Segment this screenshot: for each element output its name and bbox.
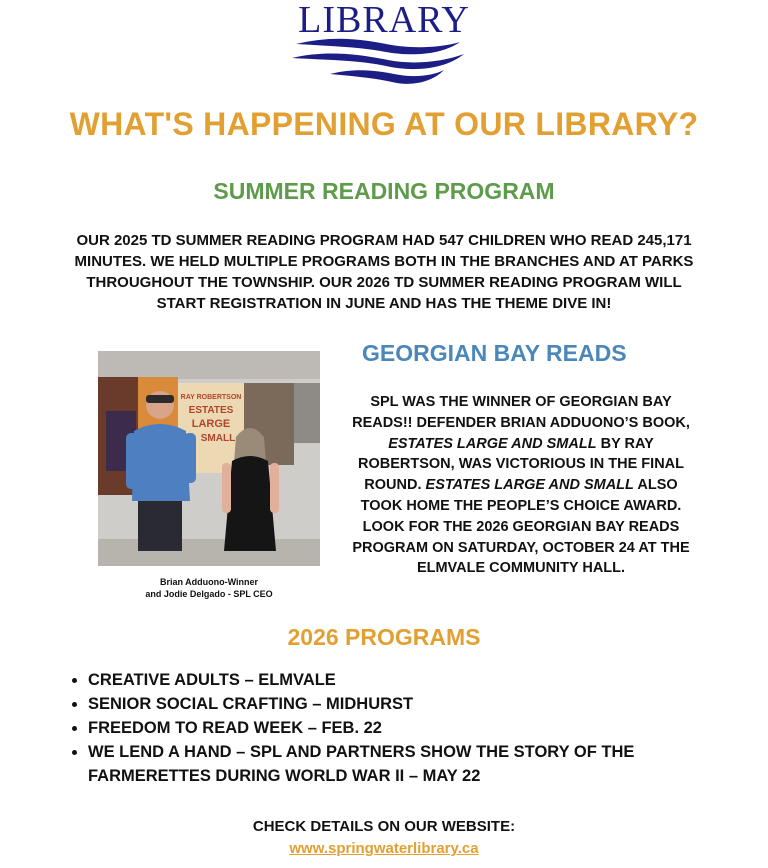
programs-list bbox=[66, 668, 708, 788]
book-title-text-2: LARGE bbox=[191, 418, 231, 430]
book-title-text-1: ESTATES bbox=[188, 405, 234, 416]
page-title: WHAT'S HAPPENING AT OUR LIBRARY? bbox=[69, 106, 699, 142]
caption-line-1: Brian Adduono-Winner bbox=[159, 577, 259, 587]
list-item: • FREEDOM TO READ WEEK – FEB. 22 bbox=[88, 716, 708, 740]
wave-icon bbox=[290, 36, 478, 86]
winner-photo bbox=[98, 351, 320, 566]
library-logo bbox=[0, 0, 768, 92]
logo-wordmark: LIBRARY bbox=[298, 0, 470, 41]
list-item: • SENIOR SOCIAL CRAFTING – MIDHURST bbox=[88, 692, 708, 716]
caption-line-2: and Jodie Delgado - SPL CEO bbox=[145, 589, 273, 599]
gbr-text-part-2: BY RAY ROBERTSON, WAS VICTORIOUS IN THE FINAL ROUND. bbox=[358, 435, 684, 494]
gbr-book-title-1: ESTATES LARGE AND SMALL bbox=[388, 435, 597, 452]
georgian-bay-reads-text bbox=[346, 392, 696, 579]
list-item: • CREATIVE ADULTS – ELMVALE bbox=[88, 668, 708, 692]
summer-reading-text: OUR 2025 TD SUMMER READING PROGRAM HAD 547 CHILDREN WHO READ 245,171 MINUTES. WE HELD MULTIPLE PROGRAMS BOTH IN THE BRANCHES AND AT PARKS THROUGHOUT THE TOWNSHIP. OUR 2026 TD SUMMER READING PROGRAM WILL START REGISTRATION IN JUNE AND HAS THE THEME DIVE IN! bbox=[74, 232, 694, 312]
list-item: • WE LEND A HAND – SPL AND PARTNERS SHOW THE STORY OF THE FARMERETTES DURING WORLD WAR II – MAY 22 bbox=[88, 740, 708, 788]
gbr-text-part-3: ALSO TOOK HOME THE PEOPLE’S CHOICE AWARD. LOOK FOR THE 2026 GEORGIAN BAY READS PROGRAM ON SATURDAY, OCTOBER 24 AT THE ELMVALE COMMUNITY HALL. bbox=[352, 477, 690, 577]
book-author-text: RAY ROBERTSON bbox=[180, 394, 242, 401]
website-link[interactable]: www.springwaterlibrary.ca bbox=[289, 840, 479, 857]
gbr-book-title-2: ESTATES LARGE AND SMALL bbox=[425, 477, 634, 494]
book-title-text-3: SMALL bbox=[200, 433, 236, 444]
website-prompt: CHECK DETAILS ON OUR WEBSITE: bbox=[252, 818, 516, 835]
photo-illustration bbox=[98, 351, 320, 566]
programs-title: 2026 PROGRAMS bbox=[287, 624, 481, 650]
georgian-bay-reads-title: GEORGIAN BAY READS bbox=[362, 340, 627, 366]
summer-reading-title: SUMMER READING PROGRAM bbox=[213, 178, 555, 204]
photo-caption bbox=[98, 576, 320, 600]
gbr-text-part-1: SPL WAS THE WINNER OF GEORGIAN BAY READS!! DEFENDER BRIAN ADDUONO’S BOOK, bbox=[352, 394, 690, 431]
